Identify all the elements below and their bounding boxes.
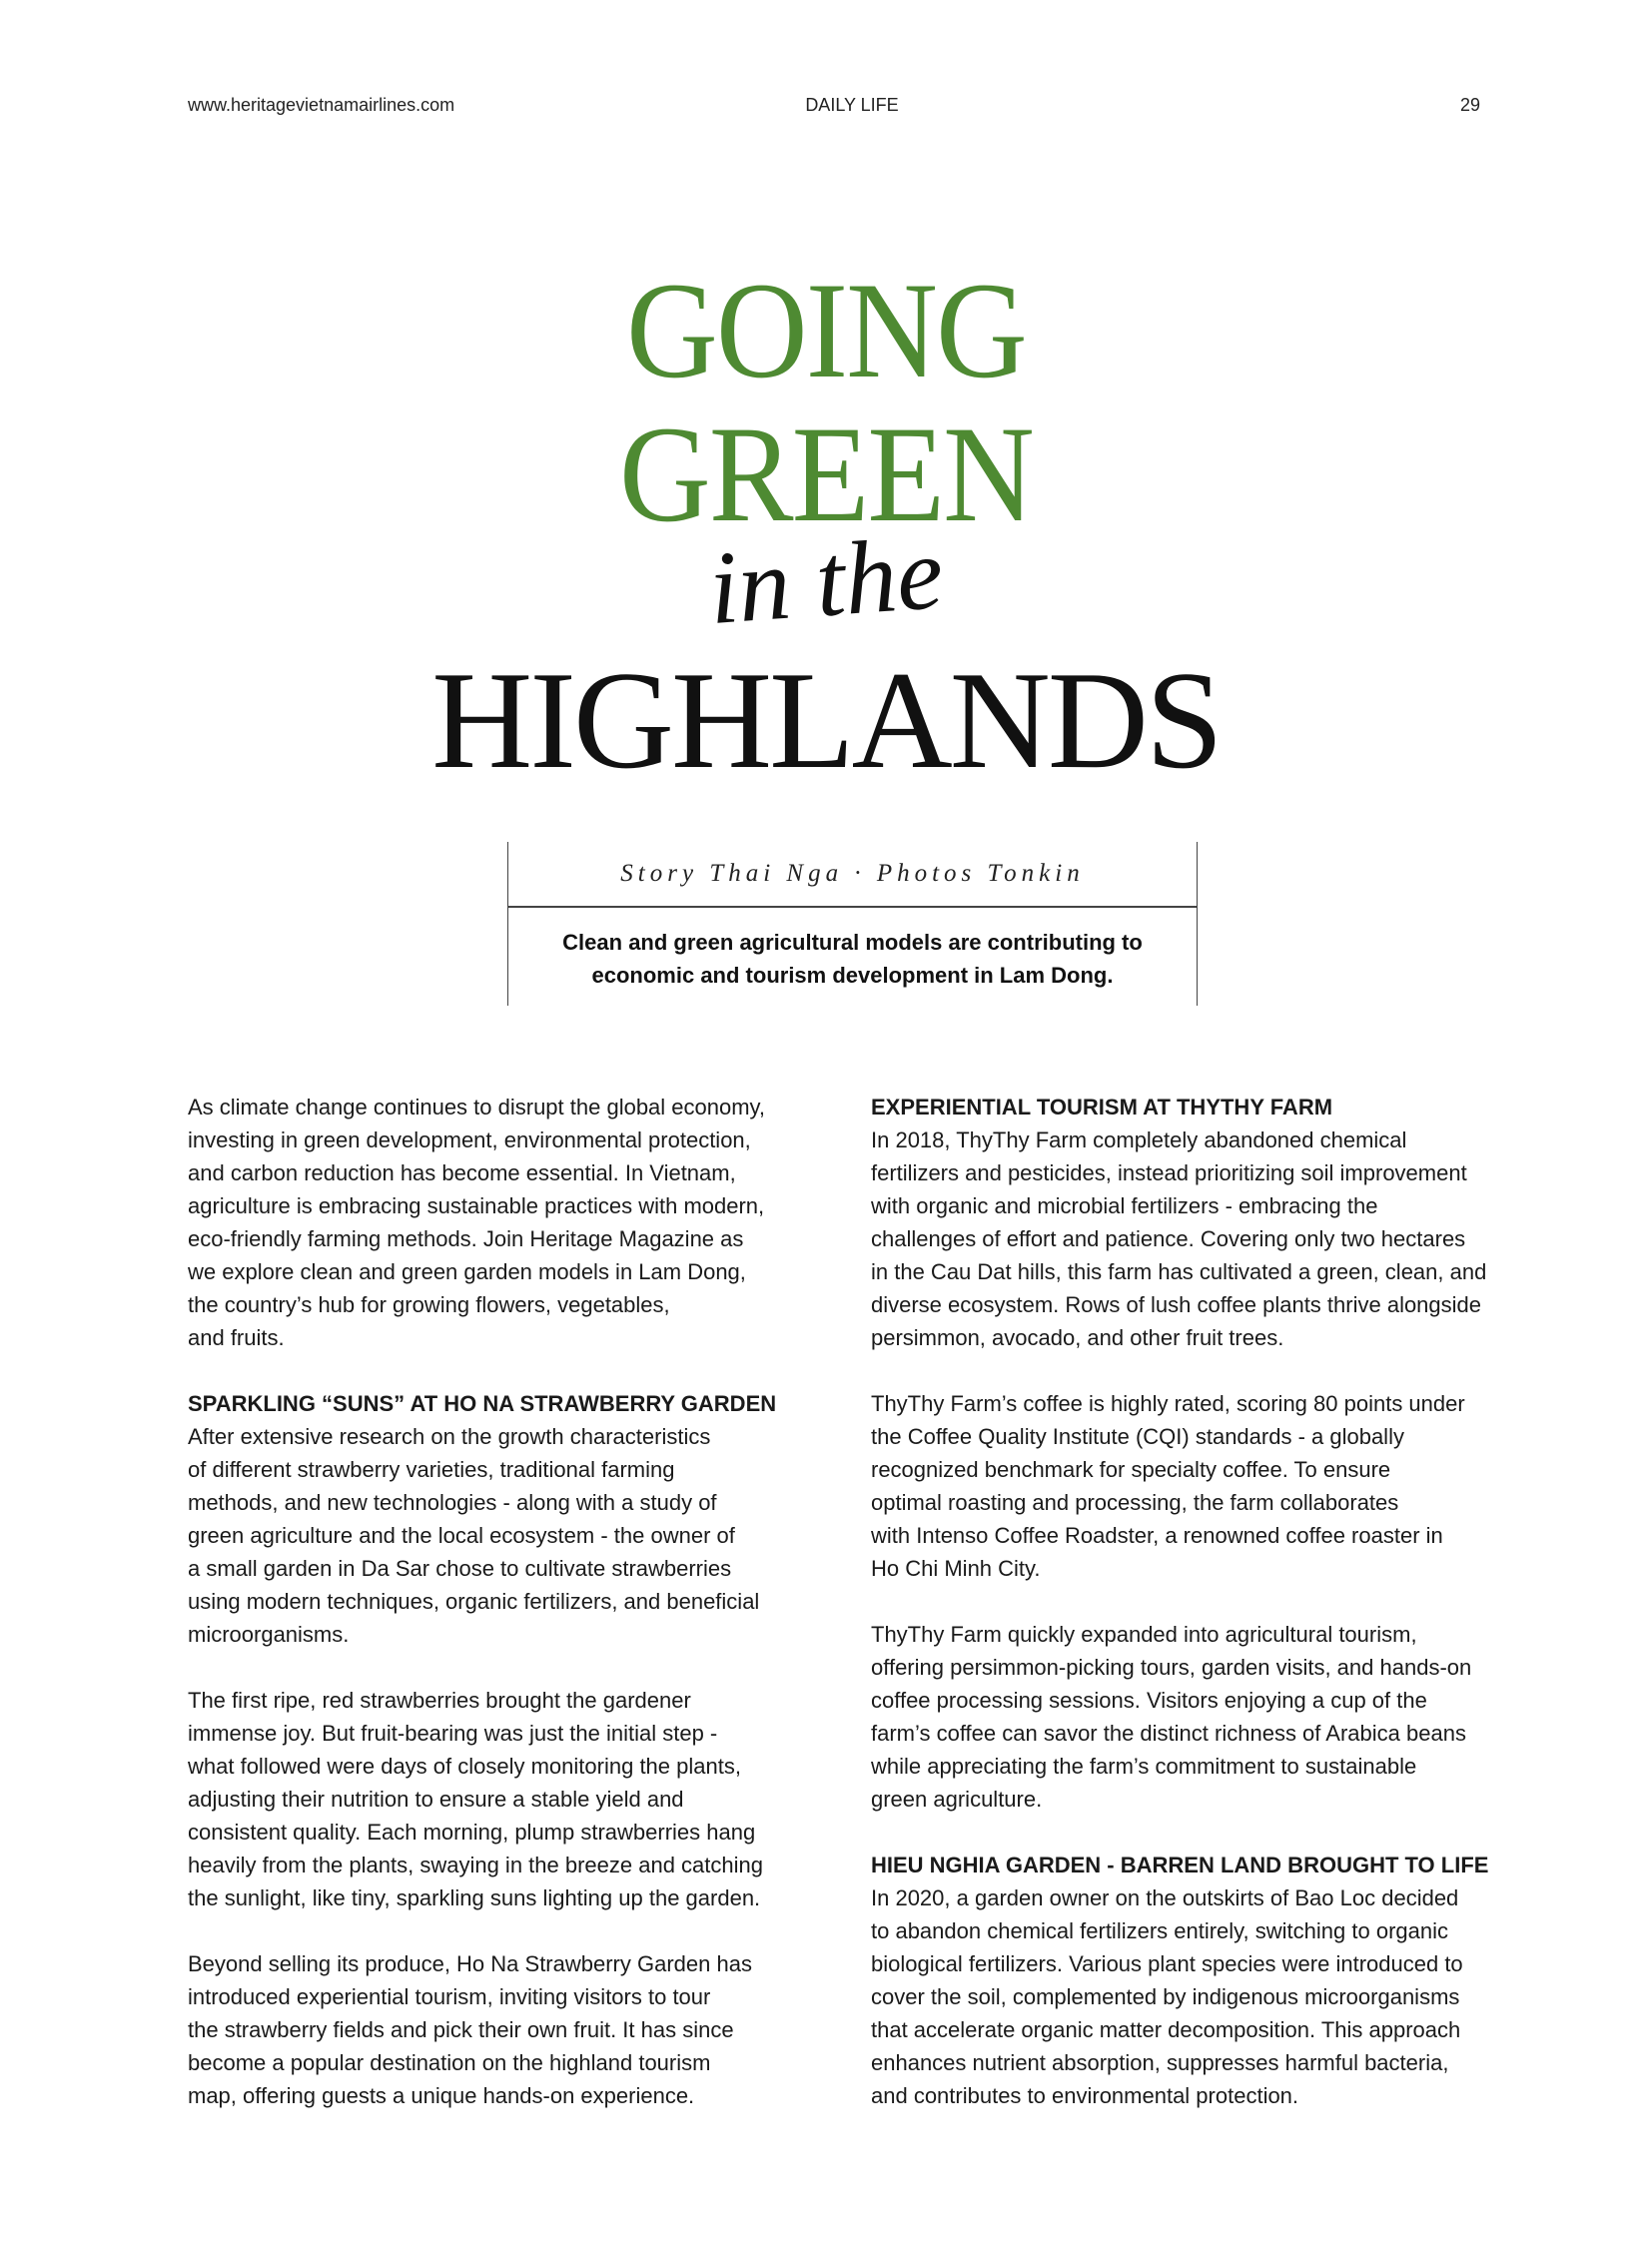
title-green: GREEN — [619, 397, 1033, 550]
byline-box — [507, 842, 1198, 1006]
paragraph-line: recognized benchmark for specialty coffee. To ensure — [871, 1457, 1391, 1482]
section-heading: SPARKLING “SUNS” AT HO NA STRAWBERRY GARDEN — [188, 1391, 777, 1416]
page-number: 29 — [1459, 95, 1480, 115]
paragraph-line: Ho Chi Minh City. — [871, 1556, 1041, 1581]
paragraph-line: consistent quality. Each morning, plump strawberries hang — [188, 1820, 756, 1845]
paragraph-line: to abandon chemical fertilizers entirely, switching to organic — [871, 1918, 1448, 1943]
article-paragraph — [188, 1387, 847, 1651]
title-going: GOING — [626, 254, 1026, 406]
article-paragraph — [188, 1684, 847, 1914]
paragraph-line: green agriculture. — [871, 1787, 1043, 1812]
paragraph-line: In 2020, a garden owner on the outskirts of Bao Loc decided — [871, 1885, 1459, 1910]
paragraph-line: using modern techniques, organic fertilizers, and beneficial — [188, 1589, 760, 1614]
byline: Story Thai Nga · Photos Tonkin — [620, 860, 1085, 887]
article-paragraph — [871, 1849, 1530, 2112]
paragraph-line: ThyThy Farm’s coffee is highly rated, scoring 80 points under — [871, 1391, 1465, 1416]
paragraph-line: eco-friendly farming methods. Join Heritage Magazine as — [188, 1226, 744, 1251]
standfirst — [508, 926, 1197, 992]
paragraph-line: enhances nutrient absorption, suppresses harmful bacteria, — [871, 2050, 1449, 2075]
header-website: www.heritagevietnamairlines.com — [188, 95, 455, 115]
paragraph-line: After extensive research on the growth characteristics — [188, 1424, 711, 1449]
paragraph-line: persimmon, avocado, and other fruit trees. — [871, 1325, 1284, 1350]
paragraph-line: the sunlight, like tiny, sparkling suns lighting up the garden. — [188, 1885, 761, 1910]
article-paragraph — [871, 1091, 1530, 1354]
byline-divider — [508, 906, 1197, 908]
paragraph-line: biological fertilizers. Various plant species were introduced to — [871, 1951, 1463, 1976]
header-section: DAILY LIFE — [805, 95, 899, 115]
paragraph-line: that accelerate organic matter decomposition. This approach — [871, 2017, 1461, 2042]
right-column — [871, 1091, 1530, 2112]
paragraph-line: diverse ecosystem. Rows of lush coffee plants thrive alongside — [871, 1292, 1482, 1317]
paragraph-line: immense joy. But fruit-bearing was just the initial step - — [188, 1721, 718, 1746]
paragraph-line: agriculture is embracing sustainable practices with modern, — [188, 1193, 765, 1218]
paragraph-line: with Intenso Coffee Roadster, a renowned coffee roaster in — [871, 1523, 1443, 1548]
paragraph-line: optimal roasting and processing, the farm collaborates — [871, 1490, 1399, 1515]
left-column — [188, 1091, 847, 2112]
section-heading: HIEU NGHIA GARDEN - BARREN LAND BROUGHT TO LIFE — [871, 1853, 1489, 1877]
paragraph-line: a small garden in Da Sar chose to cultivate strawberries — [188, 1556, 732, 1581]
article-paragraph — [871, 1387, 1530, 1585]
title-in-the: in the — [705, 514, 947, 647]
paragraph-line: coffee processing sessions. Visitors enjoying a cup of the — [871, 1688, 1427, 1713]
paragraph-line: introduced experiential tourism, inviting visitors to tour — [188, 1984, 711, 2009]
paragraph-line: while appreciating the farm’s commitment to sustainable — [871, 1754, 1417, 1779]
paragraph-line: and contributes to environmental protection. — [871, 2083, 1299, 2108]
paragraph-line: the strawberry fields and pick their own fruit. It has since — [188, 2017, 734, 2042]
paragraph-line: ThyThy Farm quickly expanded into agricultural tourism, — [871, 1622, 1417, 1647]
paragraph-line: map, offering guests a unique hands-on experience. — [188, 2083, 695, 2108]
paragraph-line: of different strawberry varieties, traditional farming — [188, 1457, 675, 1482]
paragraph-line: and fruits. — [188, 1325, 285, 1350]
section-heading: EXPERIENTIAL TOURISM AT THYTHY FARM — [871, 1095, 1333, 1120]
paragraph-line: As climate change continues to disrupt the global economy, — [188, 1095, 766, 1120]
paragraph-line: what followed were days of closely monitoring the plants, — [188, 1754, 741, 1779]
standfirst-line: economic and tourism development in Lam Dong. — [591, 963, 1114, 988]
paragraph-line: challenges of effort and patience. Covering only two hectares — [871, 1226, 1466, 1251]
paragraph-line: Beyond selling its produce, Ho Na Strawberry Garden has — [188, 1951, 752, 1976]
paragraph-line: investing in green development, environmental protection, — [188, 1127, 751, 1152]
paragraph-line: in the Cau Dat hills, this farm has cultivated a green, clean, and — [871, 1259, 1487, 1284]
paragraph-line: cover the soil, complemented by indigenous microorganisms — [871, 1984, 1460, 2009]
standfirst-line: Clean and green agricultural models are contributing to — [562, 930, 1143, 955]
paragraph-line: green agriculture and the local ecosystem - the owner of — [188, 1523, 735, 1548]
title-highlands: HIGHLANDS — [431, 643, 1221, 798]
paragraph-line: the country’s hub for growing flowers, vegetables, — [188, 1292, 670, 1317]
paragraph-line: farm’s coffee can savor the distinct richness of Arabica beans — [871, 1721, 1466, 1746]
paragraph-line: The first ripe, red strawberries brought the gardener — [188, 1688, 691, 1713]
article-paragraph — [188, 1947, 847, 2112]
paragraph-line: methods, and new technologies - along with a study of — [188, 1490, 717, 1515]
paragraph-line: and carbon reduction has become essential. In Vietnam, — [188, 1160, 736, 1185]
paragraph-line: In 2018, ThyThy Farm completely abandoned chemical — [871, 1127, 1407, 1152]
paragraph-line: offering persimmon-picking tours, garden visits, and hands-on — [871, 1655, 1472, 1680]
paragraph-line: with organic and microbial fertilizers - embracing the — [871, 1193, 1378, 1218]
paragraph-line: we explore clean and green garden models in Lam Dong, — [188, 1259, 746, 1284]
paragraph-line: fertilizers and pesticides, instead prioritizing soil improvement — [871, 1160, 1467, 1185]
article-paragraph — [871, 1618, 1530, 1816]
article-paragraph — [188, 1091, 847, 1354]
paragraph-line: the Coffee Quality Institute (CQI) standards - a globally — [871, 1424, 1404, 1449]
paragraph-line: heavily from the plants, swaying in the breeze and catching — [188, 1853, 763, 1877]
paragraph-line: microorganisms. — [188, 1622, 350, 1647]
paragraph-line: become a popular destination on the highland tourism — [188, 2050, 711, 2075]
paragraph-line: adjusting their nutrition to ensure a stable yield and — [188, 1787, 684, 1812]
